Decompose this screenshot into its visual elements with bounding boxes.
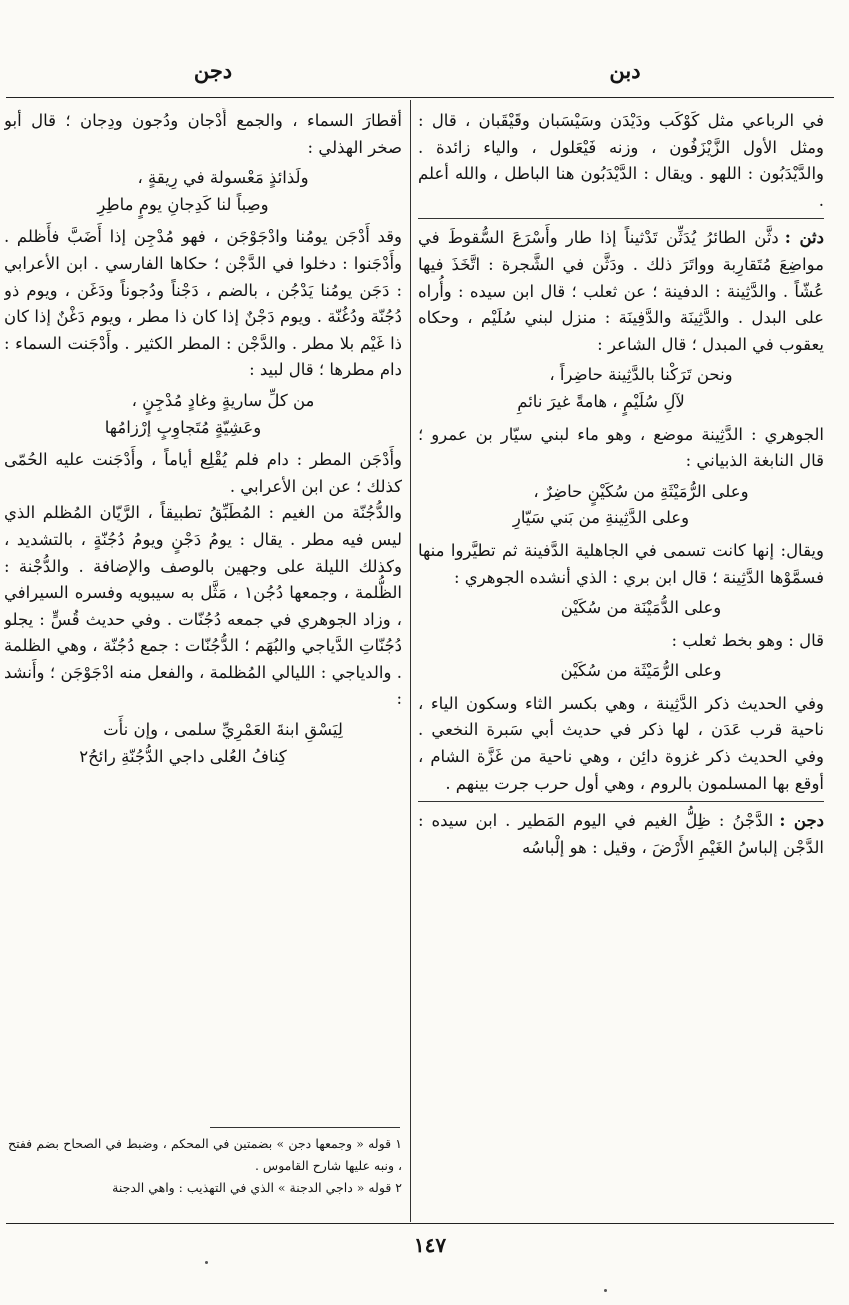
paragraph: وفي الحديث ذكر الدَّثِينة ، وهي بكسر الثاء وسكون الياء ، ناحية قرب عَدَن ، لها ذكر في حديث أبي سَبرة النخعي . وفي الحديث ذكر غزوة دائِن ، وهي ناحية من غَزَّة الشام ، أوقع بها المسلمون بالروم ، وهي أول حرب جرت بينهم . <box>418 693 824 793</box>
paragraph: وأَدْجَن المطر : دام فلم يُقْلِع أياماً ، وأَدْجَنت عليه الحُمّى كذلك ؛ عن ابن الأعرابي . <box>4 450 402 496</box>
verse <box>418 658 824 685</box>
verse-line: وعلى الدَّثِينةِ من بَني سَيّارِ <box>512 508 690 528</box>
entry-djn <box>418 808 824 861</box>
verse-line: كِنافُ العُلى داجي الدُّجُنّةِ رائحُ٢ <box>79 746 287 766</box>
paragraph: أقطارَ السماء ، والجمع أَدْجان ودُجون ودِجان ؛ قال أبو صخر الهذلي : <box>4 111 402 157</box>
verse-line: لِيَسْقِ ابنةَ العَمْرِيِّ سلمى ، وإن نأَت <box>103 720 343 740</box>
entry-text: الدَّجْنُ : ظِلُّ الغيم في اليوم المَطير . ابن سيده : الدَّجْن إلباسُ الغَيْمِ الأَرْضَ ، وقيل : هو إلْباسُه <box>418 811 824 857</box>
verse <box>418 362 824 415</box>
running-header-right: دبن <box>609 58 641 83</box>
entry-dthn <box>418 225 824 358</box>
verse <box>4 717 402 770</box>
entry-separator <box>418 218 824 219</box>
entry-text: دثَّن الطائرُ يُدَثِّن تَدْثيناً إذا طار وأَسْرَعَ السُّقوطَ في مواضِعَ مُتَقارِبة وواتَرَ ذلك . ودَثَّن في الشَّجرة : اتَّخَذَ فيها عُشّاً . والدَّثِينة : الدفينة ؛ عن ثعلب ؛ قال ابن سيده : وأُراه على البدل . والدَّثِينَة والدَّفِينَة : منزل لبني سُلَيْم ، وحكاه يعقوب في المبدل ؛ قال الشاعر : <box>418 228 824 354</box>
header-rule <box>6 97 834 98</box>
verse <box>418 479 824 532</box>
verse <box>418 595 824 622</box>
verse-line: وعَشِيّةٍ مُتَجاوِبٍ إرْزامُها <box>104 417 262 437</box>
footnotes <box>8 1133 402 1199</box>
footnote: ٢ قوله « داجي الدجنة » الذي في التهذيب : واهي الدجنة <box>112 1180 402 1195</box>
verse-line: وعلى الدُّمَيْنَة من سُكَيْن <box>560 598 722 618</box>
print-speck <box>205 1261 208 1264</box>
verse-line: وصِباً لنا كَدِجانِ يومٍ ماطِرِ <box>97 194 269 214</box>
paragraph: قال : وهو بخط ثعلب : <box>671 630 824 650</box>
verse-line: ولَذائذٍ مَعْسولة في رِيقةٍ ، <box>137 168 309 188</box>
verse <box>4 165 402 218</box>
paragraph: في الرباعي مثل كَوْكَب ودَيْدَن وسَيْسَبان وقَيْقَبان ، قال : ومثل الأول الزَّيْزَفُون ، وزنه فَيْعَلول ، والياء زائدة . والدَّيْدَبُون : اللهو . ويقال : الدَّيْدَبُون هنا الباطل ، والله أعلم . <box>418 111 824 210</box>
paragraph: الجوهري : الدَّثِينة موضع ، وهو ماء لبني سيّار بن عمرو ؛ قال النابغة الذبياني : <box>418 424 824 471</box>
verse-line: وعلى الرُّمَيْثَة من سُكَيْن <box>560 661 722 681</box>
footer-rule <box>6 1223 834 1224</box>
paragraph: وقد أَدْجَن يومُنا وادْجَوْجَن ، فهو مُدْجِن إذا أَضَبَّ فأَظلم . وأَدْجَنوا : دخلوا في الدَّجْن ؛ حكاها الفارسي . ابن الأعرابي : دَجَن يومُنا يَدْجُن ، بالضم ، دَجْناً ودُجوناً ودَغَن ، ويوم ذو دُجُنّة ودُغُنّة . ويوم دَجْنٌ إذا كان ذا مطر ، ويوم دَغْنٌ إذا كان ذا غَيْم بلا مطر . والدَّجْن : المطر الكثير . وأَدْجَنت السماء : دام مطرها ؛ قال لبيد : <box>4 227 402 380</box>
column-divider <box>410 100 411 1222</box>
running-header-left: دجن <box>193 58 233 83</box>
paragraph: ويقال: إنها كانت تسمى في الجاهلية الدَّفينة ثم تطيَّروا منها فسمَّوْها الدَّثِينة ؛ قال ابن بري : الذي أنشده الجوهري : <box>418 540 824 587</box>
verse-line: لآلِ سُلَيْمٍ ، هامةً غيرَ نائمِ <box>517 391 685 411</box>
verse-line: ونحن تَرَكْنا بالدَّثِينة حاضِراً ، <box>549 365 733 385</box>
verse <box>4 388 402 441</box>
entry-separator <box>418 801 824 802</box>
verse-line: من كلِّ ساريةٍ وغادٍ مُدْجِنٍ ، <box>131 390 315 410</box>
print-speck <box>604 1289 607 1292</box>
verse-line: وعلى الرُّمَيْثَةِ من سُكَيْنٍ حاضِرٌ ، <box>533 481 749 501</box>
entry-headword: دجن : <box>779 811 824 831</box>
entry-headword: دثن : <box>784 228 824 248</box>
paragraph: والدُّجُنّة من الغيم : المُطَبِّقُ تطبيقاً ، الرَّيّان المُظلم الذي ليس فيه مطر . يقال : يومُ دَجْنٍ ويومُ دُجُنّةٍ ، بالتشديد ، وكذلك الليلة على وجهين بالوصف والإضافة . والدُّجْنة : الظُّلمة ، وجمعها دُجُن١ ، مَثَّل به سيبويه وفسره السيرافي ، وزاد الجوهري في جمعه دُجُنّات . وفي حديث قُسٍّ : يجلو دُجُنّاتِ الدَّياجي والبُهَم ؛ الدُّجُنّات : جمع دُجُنّة ، وهي الظلمة . والدياجي : الليالي المُظلمة ، والفعل منه ادْجَوْجَن ؛ وأَنشد : <box>4 503 402 709</box>
right-column <box>418 108 824 861</box>
page-number: ١٤٧ <box>413 1233 447 1257</box>
footnote-rule <box>210 1127 400 1128</box>
left-column <box>4 108 402 1148</box>
footnote: ١ قوله « وجمعها دجن » بضمتين في المحكم ، وضبط في الصحاح بضم ففتح ، ونبه عليها شارح القاموس . <box>8 1136 402 1173</box>
